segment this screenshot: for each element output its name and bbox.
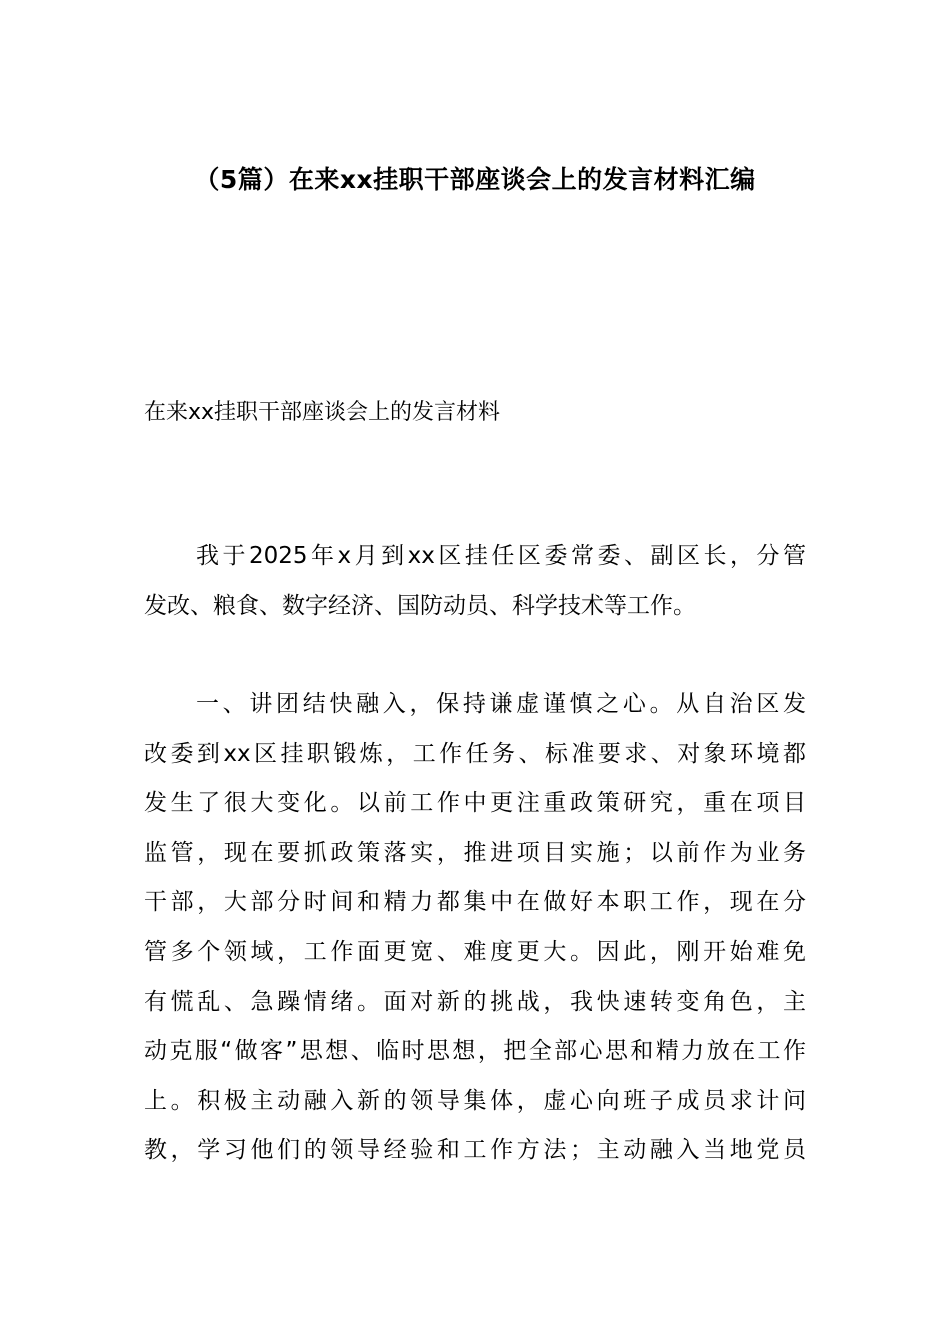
paragraph-line: 上。积极主动融入新的领导集体，虚心向班子成员求计问 (144, 1087, 806, 1114)
paragraph-line: 一、讲团结快融入，保持谦虚谨慎之心。从自治区发 (196, 691, 806, 717)
document-subtitle: 在来xx挂职干部座谈会上的发言材料 (144, 400, 501, 425)
paragraph-line: 有慌乱、急躁情绪。面对新的挑战，我快速转变角色，主 (144, 988, 806, 1015)
paragraph-line: 管多个领域，工作面更宽、难度更大。因此，刚开始难免 (144, 938, 806, 965)
paragraph-line: 我于2025年x月到xx区挂任区委常委、副区长，分管 (196, 543, 806, 569)
paragraph-line: 改委到xx区挂职锻炼，工作任务、标准要求、对象环境都 (144, 740, 806, 767)
paragraph-intro (144, 532, 806, 631)
paragraph-line: 发生了很大变化。以前工作中更注重政策研究，重在项目 (144, 790, 806, 817)
paragraph-line: 发改、粮食、数字经济、国防动员、科学技术等工作。 (144, 592, 696, 619)
paragraph-section-one (144, 680, 806, 1176)
paragraph-line: 监管，现在要抓政策落实，推进项目实施；以前作为业务 (144, 839, 806, 866)
paragraph-line: 干部，大部分时间和精力都集中在做好本职工作，现在分 (144, 889, 806, 916)
document-title: （5篇）在来xx挂职干部座谈会上的发言材料汇编 (194, 165, 756, 194)
paragraph-line: 动克服“做客”思想、临时思想，把全部心思和精力放在工作 (144, 1038, 806, 1065)
paragraph-line: 教，学习他们的领导经验和工作方法；主动融入当地党员 (144, 1137, 806, 1164)
